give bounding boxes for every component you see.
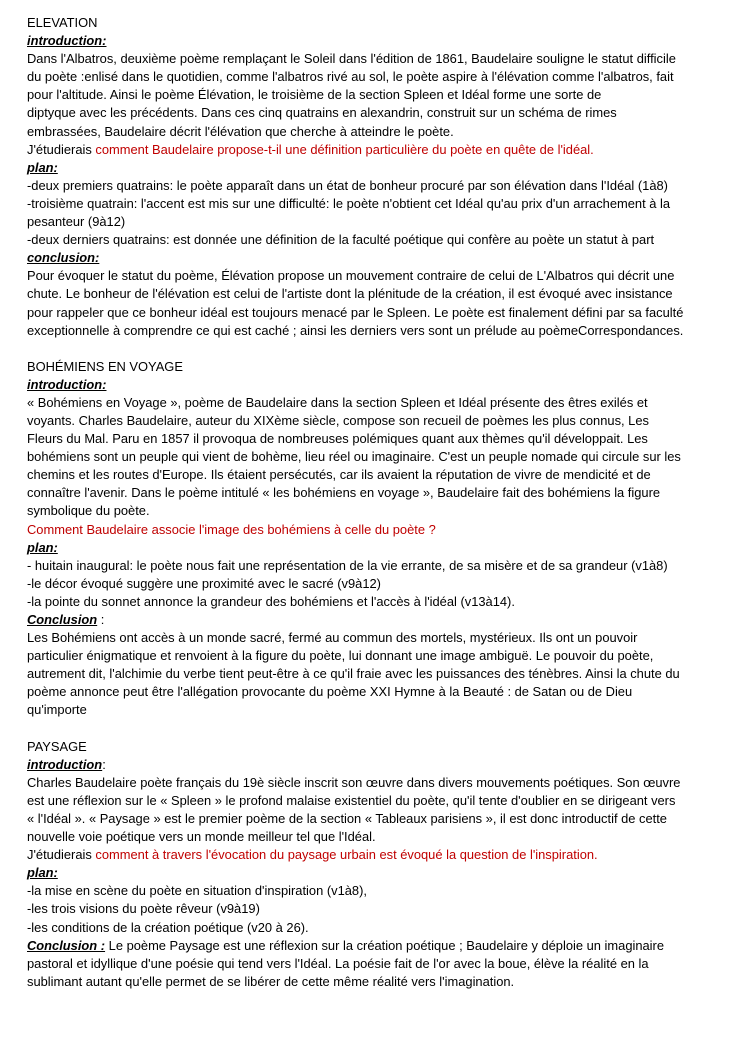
section-title: BOHÉMIENS EN VOYAGE	[27, 358, 183, 374]
conclusion-line: chute. Le bonheur de l'élévation est celui de l'artiste dont la plénitude de la création, il est évoqué avec insistance	[27, 286, 673, 302]
intro-line: bohémiens sont un peuple qui vient de bohème, lieu réel ou imaginaire. C'est un peuple nomade qui circule sur les	[27, 449, 681, 465]
intro-line: est une réflexion sur le « Spleen » le profond malaise existentiel du poète, qu'il tente d'oublier en se dirigeant vers	[27, 792, 676, 808]
conclusion-heading: conclusion:	[27, 250, 100, 266]
conclusion-line: exceptionnelle à comprendre ce qui est caché ; ainsi les derniers vers sont un prélude au poèmeCorrespondances.	[27, 322, 684, 338]
intro-line: « Bohémiens en Voyage », poème de Baudelaire dans la section Spleen et Idéal présente des êtres exilés et	[27, 394, 648, 410]
section-paysage	[27, 738, 734, 991]
plan-line: -troisième quatrain: l'accent est mis sur une difficulté: le poète n'obtient cet Idéal qu'au prix d'un arrachement à la	[27, 195, 671, 211]
intro-heading: introduction:	[27, 33, 107, 49]
plan-line: - huitain inaugural: le poète nous fait une représentation de la vie errante, de sa misère et de sa grandeur (v1à8)	[27, 557, 668, 573]
intro-line: voyants. Charles Baudelaire, auteur du XIXème siècle, compose son recueil de poèmes les plus connus, Les	[27, 412, 649, 428]
problematic: Comment Baudelaire associe l'image des bohémiens à celle du poète ?	[27, 521, 436, 537]
intro-line: symbolique du poète.	[27, 503, 150, 519]
intro-heading-line	[27, 756, 734, 774]
intro-line: du poète :enlisé dans le quotidien, comme l'albatros rivé au sol, le poète aspire à l'élévation comme l'albatros, fait	[27, 69, 674, 85]
problematic-line	[27, 141, 734, 159]
intro-heading: introduction:	[27, 376, 107, 392]
plan-line: -la mise en scène du poète en situation d'inspiration (v1à8),	[27, 883, 367, 899]
plan-heading: plan:	[27, 159, 58, 175]
conclusion-inline: Le poème Paysage est une réflexion sur la création poétique ; Baudelaire y déploie un imaginaire	[105, 937, 665, 953]
section-title: ELEVATION	[27, 15, 98, 30]
conclusion-heading-line	[27, 611, 734, 629]
conclusion-heading-line	[27, 937, 734, 955]
intro-line: chemins et les routes d'Europe. Ils étaient persécutés, car ils avaient la réputation de vivre de mendicité et de	[27, 467, 651, 483]
problematic-line	[27, 846, 734, 864]
problematic-prefix: J'étudierais	[27, 847, 96, 863]
plan-line: -les conditions de la création poétique (v20 à 26).	[27, 919, 309, 935]
plan-heading: plan:	[27, 539, 58, 555]
problematic: comment Baudelaire propose-t-il une définition particulière du poète en quête de l'idéal.	[95, 141, 594, 157]
intro-heading: introduction	[27, 756, 103, 772]
intro-line: Fleurs du Mal. Paru en 1857 il provoqua de nombreuses polémiques quant aux thèmes qu'il développait. Les	[27, 431, 648, 447]
plan-line: -le décor évoqué suggère une proximité avec le sacré (v9à12)	[27, 575, 381, 591]
conclusion-line: poème annonce peut être l'allégation provocante du poème XXI Hymne à la Beauté : de Satan ou de Dieu	[27, 684, 633, 700]
conclusion-line: particulier énigmatique et renvoient à la figure du poète, lui donnant une image ambiguë. Le pouvoir du poète,	[27, 648, 654, 664]
plan-line: -deux derniers quatrains: est donnée une définition de la faculté poétique qui confère au poète un statut à part	[27, 232, 655, 248]
plan-heading: plan:	[27, 865, 58, 881]
section-bohemiens	[27, 358, 734, 720]
conclusion-suffix: :	[97, 612, 105, 627]
conclusion-heading: Conclusion :	[27, 937, 106, 953]
conclusion-line: autrement dit, l'alchimie du verbe tient peut-être à ce qu'il fraie avec les puissances des ténèbres. Ainsi la chute du	[27, 666, 680, 682]
conclusion-line: pastoral et idyllique d'une poésie qui tend vers l'Idéal. La poésie fait de l'or avec la boue, élève la réalité en la	[27, 955, 649, 971]
problematic: comment à travers l'évocation du paysage urbain est évoqué la question de l'inspiration.	[95, 847, 598, 863]
intro-suffix: :	[102, 756, 106, 772]
conclusion-line: pour rappeler que ce bonheur idéal est toujours menacé par le Spleen. Le poète est finalement défini par sa faculté	[27, 304, 684, 320]
intro-line: Charles Baudelaire poète français du 19è siècle inscrit son œuvre dans divers mouvements poétiques. Son œuvre	[27, 774, 681, 790]
intro-line: diptyque avec les précédents. Dans ces cinq quatrains en alexandrin, construit sur un schéma de rimes	[27, 105, 617, 121]
section-elevation	[27, 14, 734, 340]
plan-line: pesanteur (9à12)	[27, 214, 126, 230]
intro-line: Dans l'Albatros, deuxième poème remplaçant le Soleil dans l'édition de 1861, Baudelaire souligne le statut difficile	[27, 51, 676, 67]
intro-line: « l'Idéal ». « Paysage » est le premier poème de la section « Tableaux parisiens », il est donc introductif de cette	[27, 810, 667, 826]
conclusion-line: Les Bohémiens ont accès à un monde sacré, fermé au commun des mortels, mystérieux. Ils ont un pouvoir	[27, 630, 638, 646]
plan-line: -les trois visions du poète rêveur (v9à19)	[27, 901, 260, 917]
conclusion-line: Pour évoquer le statut du poème, Élévation propose un mouvement contraire de celui de L'Albatros qui décrit une	[27, 268, 675, 284]
conclusion-line: sublimant autant qu'elle permet de se libérer de cette même réalité vers l'imagination.	[27, 973, 515, 989]
section-title: PAYSAGE	[27, 738, 87, 754]
problematic-prefix: J'étudierais	[27, 141, 96, 157]
intro-line: connaître l'avenir. Dans le poème intitulé « les bohémiens en voyage », Baudelaire fait des bohémiens la figure	[27, 485, 661, 501]
conclusion-heading: Conclusion	[27, 612, 98, 627]
plan-line: -deux premiers quatrains: le poète apparaît dans un état de bonheur procuré par son élévation dans l'Idéal (1à8)	[27, 177, 668, 193]
plan-line: -la pointe du sonnet annonce la grandeur des bohémiens et l'accès à l'idéal (v13à14).	[27, 593, 515, 609]
conclusion-line: qu'importe	[27, 702, 87, 718]
intro-line: pour l'altitude. Ainsi le poème Élévation, le troisième de la section Spleen et Idéal forme une sorte de	[27, 87, 602, 103]
intro-line: nouvelle voie poétique vers un monde meilleur tel que l'Idéal.	[27, 829, 376, 845]
intro-line: embrassées, Baudelaire décrit l'élévation que cherche à atteindre le poète.	[27, 123, 454, 139]
